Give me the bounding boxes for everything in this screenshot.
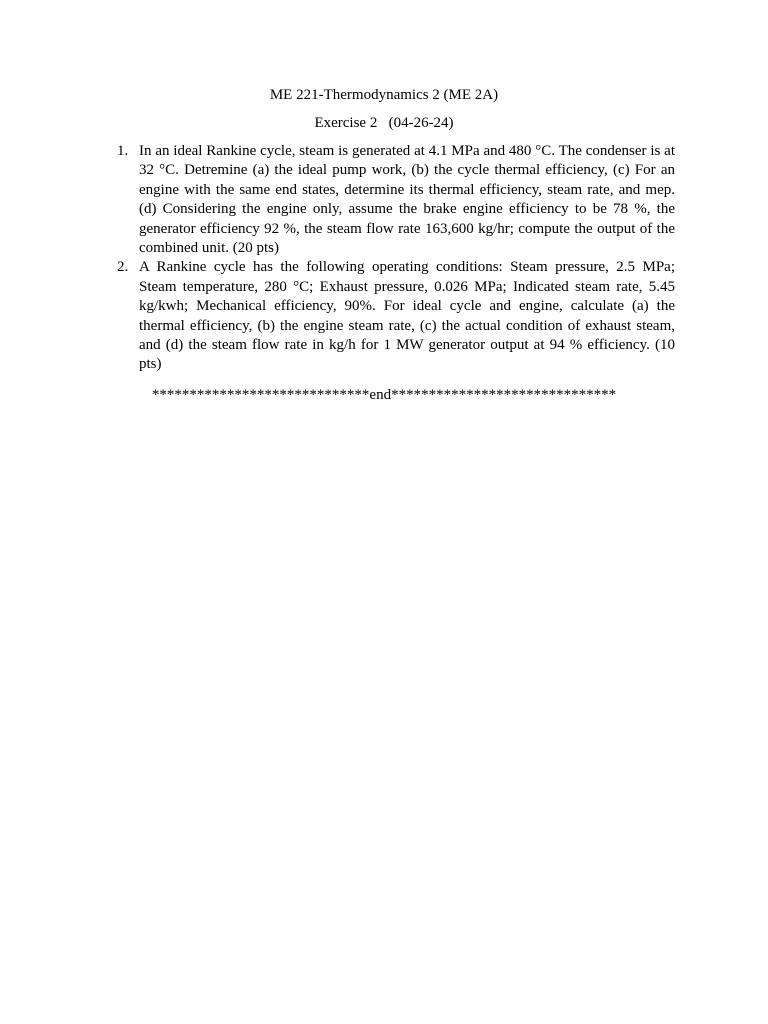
problem-item-2	[110, 258, 675, 374]
problem-item-1	[110, 142, 675, 258]
end-marker: *****************************end******************************	[151, 387, 617, 403]
course-title: ME 221-Thermodynamics 2 (ME 2A)	[269, 87, 499, 103]
exercise-title: Exercise 2 (04-26-24)	[314, 115, 454, 131]
problem-number: 1.	[117, 143, 129, 159]
problem-list	[110, 142, 675, 375]
problem-text: In an ideal Rankine cycle, steam is generated at 4.1 MPa and 480 °C. The condenser is at 32 °C. Detremine (a) the ideal pump work, (b) the cycle thermal efficiency, (c) For an engine with the same end states, determine its thermal efficiency, steam rate, and mep. (d) Considering the engine only, assume the brake engine efficiency to be 78 %, the generator efficiency 92 %, the steam flow rate 163,600 kg/hr; compute the output of the combined unit. (20 pts)	[139, 143, 675, 257]
problem-text: A Rankine cycle has the following operating conditions: Steam pressure, 2.5 MPa; Steam temperature, 280 °C; Exhaust pressure, 0.026 MPa; Indicated steam rate, 5.45 kg/kwh; Mechanical efficiency, 90%. For ideal cycle and engine, calculate (a) the thermal efficiency, (b) the engine steam rate, (c) the actual condition of exhaust steam, and (d) the steam flow rate in kg/h for 1 MW generator output at 94 % efficiency. (10 pts)	[139, 259, 675, 373]
problem-number: 2.	[117, 259, 129, 276]
